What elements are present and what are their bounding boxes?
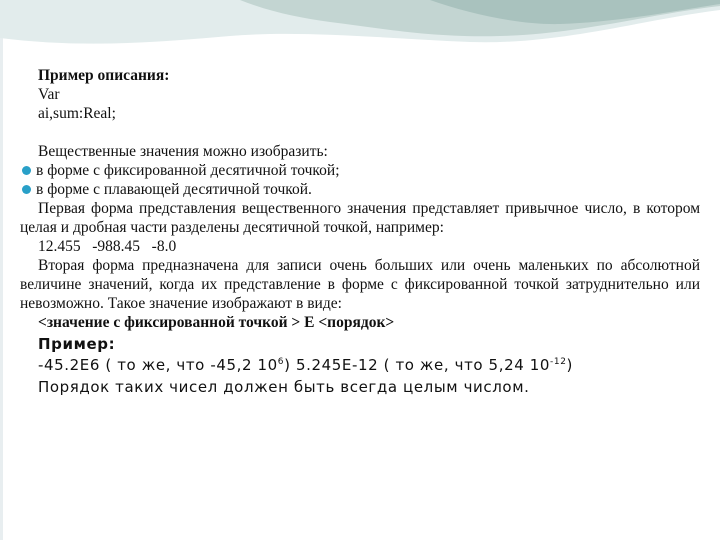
- bullet-text: в форме с фиксированной десятичной точкой;: [36, 162, 340, 179]
- header-wave-decoration: [0, 0, 720, 70]
- example-heading: Пример описания:: [38, 67, 170, 84]
- bullet-icon: [22, 185, 31, 194]
- bullet-item-fixed: [20, 161, 700, 180]
- code-line-declaration: ai,sum:Real;: [38, 105, 116, 122]
- paragraph-floating-point: Вторая форма предназначена для записи очень больших или очень маленьких по абсолютной величине значений, когда их представление в форме с фиксированной точкой затруднительно или невозможно. Такое значение изображают в виде:: [20, 257, 700, 312]
- example-line: [20, 354, 700, 376]
- paragraph-fixed-point: Первая форма представления вещественного значения представляет привычное число, в котором целая и дробная части разделены десятичной точкой, например:: [20, 200, 700, 236]
- bullet-icon: [22, 166, 31, 175]
- left-edge-strip: [0, 0, 3, 540]
- example-title: Пример:: [38, 335, 116, 353]
- example-b: ) 5.245Е-12 ( то же, что 5,24 10: [284, 356, 551, 374]
- example-c: ): [566, 356, 573, 374]
- bullet-item-floating: [20, 180, 700, 199]
- exponent-b: -12: [550, 357, 567, 367]
- intro-text: Вещественные значения можно изобразить:: [38, 143, 328, 160]
- bullet-text: в форме с плавающей десятичной точкой.: [36, 181, 312, 198]
- exponent-note: Порядок таких чисел должен быть всегда целым числом.: [38, 378, 530, 396]
- code-line-var: Var: [38, 86, 60, 103]
- format-template: <значение с фиксированной точкой > Е <порядок>: [38, 314, 395, 331]
- number-examples: 12.455 -988.45 -8.0: [38, 238, 177, 255]
- slide-content: [20, 66, 700, 398]
- example-a: -45.2Е6 ( то же, что -45,2 10: [38, 356, 278, 374]
- exponent-a: 6: [277, 357, 285, 367]
